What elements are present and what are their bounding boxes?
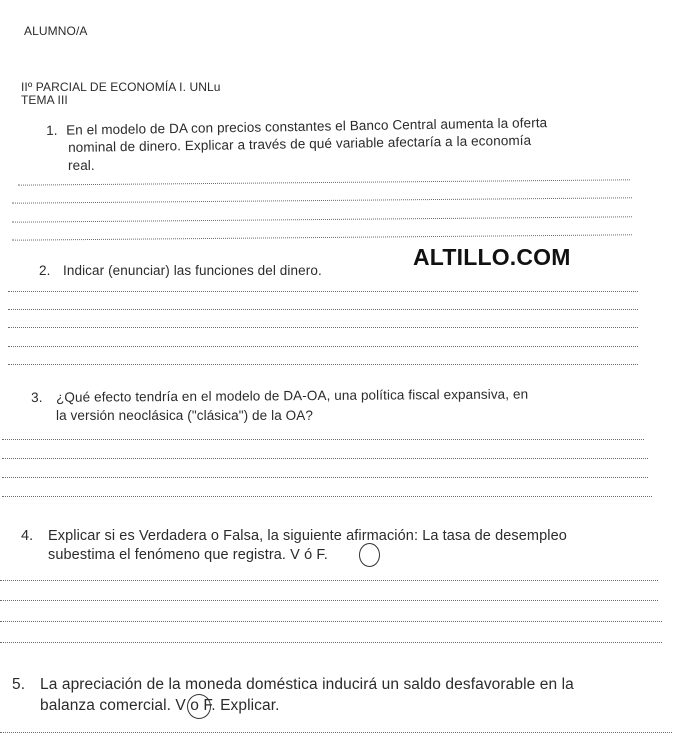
answer-line[interactable] — [8, 364, 638, 365]
answer-line[interactable] — [0, 600, 658, 601]
question-5-line-1: 5. La apreciación de la moneda doméstica inducirá un saldo desfavorable en la — [12, 676, 574, 693]
answer-f-circle-mark — [359, 543, 380, 567]
answer-line[interactable] — [8, 327, 638, 328]
question-1-line-3: real. — [68, 158, 95, 173]
answer-line[interactable] — [0, 621, 662, 622]
answer-line[interactable] — [2, 496, 652, 497]
question-5-line-2: balanza comercial. V o F. Explicar. — [40, 697, 280, 714]
answer-line[interactable] — [12, 216, 632, 222]
exam-title: IIº PARCIAL DE ECONOMÍA I. UNLu — [21, 80, 221, 94]
answer-line[interactable] — [12, 234, 632, 240]
answer-line[interactable] — [0, 580, 658, 581]
exam-theme: TEMA III — [21, 93, 68, 107]
question-5-number: 5. — [12, 676, 26, 693]
question-2-text: Indicar (enunciar) las funciones del dinero. — [63, 263, 322, 278]
answer-line[interactable] — [12, 197, 632, 203]
answer-line[interactable] — [8, 291, 638, 292]
answer-line[interactable] — [2, 439, 644, 440]
question-3-line-1: 3. ¿Qué efecto tendría en el modelo de DA-OA, una política fiscal expansiva, en — [31, 386, 529, 405]
question-1-line-2: nominal de dinero. Explicar a través de qué variable afectaría a la economía — [68, 132, 532, 155]
answer-v-circle-mark — [187, 694, 211, 719]
answer-line[interactable] — [0, 642, 662, 643]
question-2-number: 2. — [39, 263, 51, 278]
question-2 — [39, 262, 322, 279]
answer-line[interactable] — [2, 477, 648, 478]
question-3-number: 3. — [31, 389, 43, 405]
question-4-line-2: subestima el fenómeno que registra. V ó F. — [48, 547, 328, 563]
student-name-label: ALUMNO/A — [24, 24, 88, 38]
question-4-number: 4. — [21, 528, 34, 544]
question-1-line-1: 1. En el modelo de DA con precios constantes el Banco Central aumenta la oferta — [46, 115, 548, 138]
altillo-watermark: ALTILLO.COM — [413, 244, 571, 270]
answer-line[interactable] — [2, 458, 648, 459]
answer-line[interactable] — [8, 309, 638, 310]
answer-line[interactable] — [18, 179, 630, 185]
question-4-line-1: 4. Explicar si es Verdadera o Falsa, la siguiente afirmación: La tasa de desempleo — [21, 528, 567, 544]
answer-line[interactable] — [0, 732, 672, 733]
answer-line[interactable] — [8, 346, 638, 347]
question-1-number: 1. — [46, 122, 58, 138]
question-3-line-2: la versión neoclásica ("clásica") de la OA? — [56, 408, 313, 423]
